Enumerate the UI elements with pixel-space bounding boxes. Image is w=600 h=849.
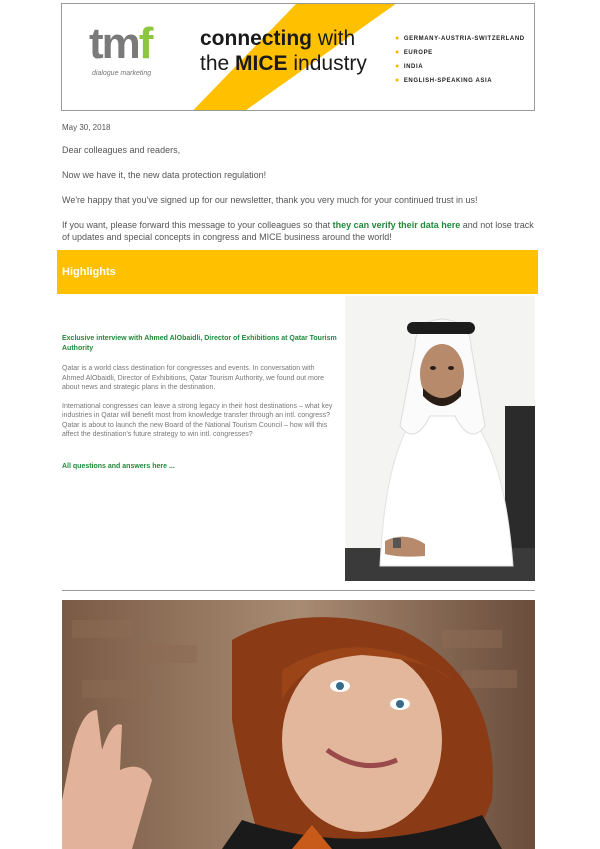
intro-text <box>62 144 536 256</box>
portrait-image[interactable] <box>345 296 535 581</box>
article-paragraph: International congresses can leave a strong legacy in their host destinations – what key industries in Qatar will benefit most from knowledge transfer through an intl. congress? Qatar is about to launch the new Board of the National Tourism Council – how will this affect the destination's future strategy to win intl. congresses? <box>62 402 333 438</box>
logo-tagline: dialogue marketing <box>92 70 152 77</box>
bullet-icon: ● <box>395 49 400 56</box>
market-item: ● ENGLISH-SPEAKING ASIA <box>395 77 493 84</box>
intro-line-3: If you want, please forward this message to your colleagues so that they can verify their data here and not lose track of updates and special concepts in congress and MICE business around the world! <box>62 220 534 242</box>
market-list <box>395 32 525 88</box>
market-item: ● EUROPE <box>395 49 433 56</box>
intro-line-1: Now we have it, the new data protection regulation! <box>62 170 267 180</box>
highlights-bar <box>57 250 538 294</box>
section-divider <box>62 590 535 591</box>
article-headline[interactable]: Exclusive interview with Ahmed AlObaidli, Director of Exhibitions at Qatar Tourism Authority <box>62 335 337 352</box>
article-paragraph: Qatar is a world class destination for congresses and events. In conversation with Ahmed AlObaidli, Director of Exhibitions, Qatar Tourism Authority, we found out more about news and strategic plans in the destination. <box>62 365 324 391</box>
man-portrait-icon <box>345 296 535 581</box>
market-item: ● GERMANY-AUSTRIA-SWITZERLAND <box>395 35 525 42</box>
woman-photo[interactable] <box>62 600 535 849</box>
greeting: Dear colleagues and readers, <box>62 145 181 155</box>
market-item: ● INDIA <box>395 63 424 70</box>
tmf-logo: tmf dialogue marketing <box>89 19 152 77</box>
article-qatar <box>62 334 337 473</box>
bullet-icon: ● <box>395 63 400 70</box>
banner-tagline: connecting with the MICE industry <box>200 27 367 75</box>
newsletter-banner[interactable] <box>61 3 535 111</box>
bullet-icon: ● <box>395 35 400 42</box>
woman-portrait-icon <box>62 600 535 849</box>
verify-data-link[interactable]: they can verify their data here <box>332 220 461 230</box>
read-more-link[interactable]: All questions and answers here ... <box>62 462 175 470</box>
intro-line-2: We're happy that you've signed up for our newsletter, thank you very much for your continued trust in us! <box>62 195 478 205</box>
bullet-icon: ● <box>395 77 400 84</box>
highlights-title: Highlights <box>62 266 116 278</box>
newsletter-date: May 30, 2018 <box>62 123 111 132</box>
